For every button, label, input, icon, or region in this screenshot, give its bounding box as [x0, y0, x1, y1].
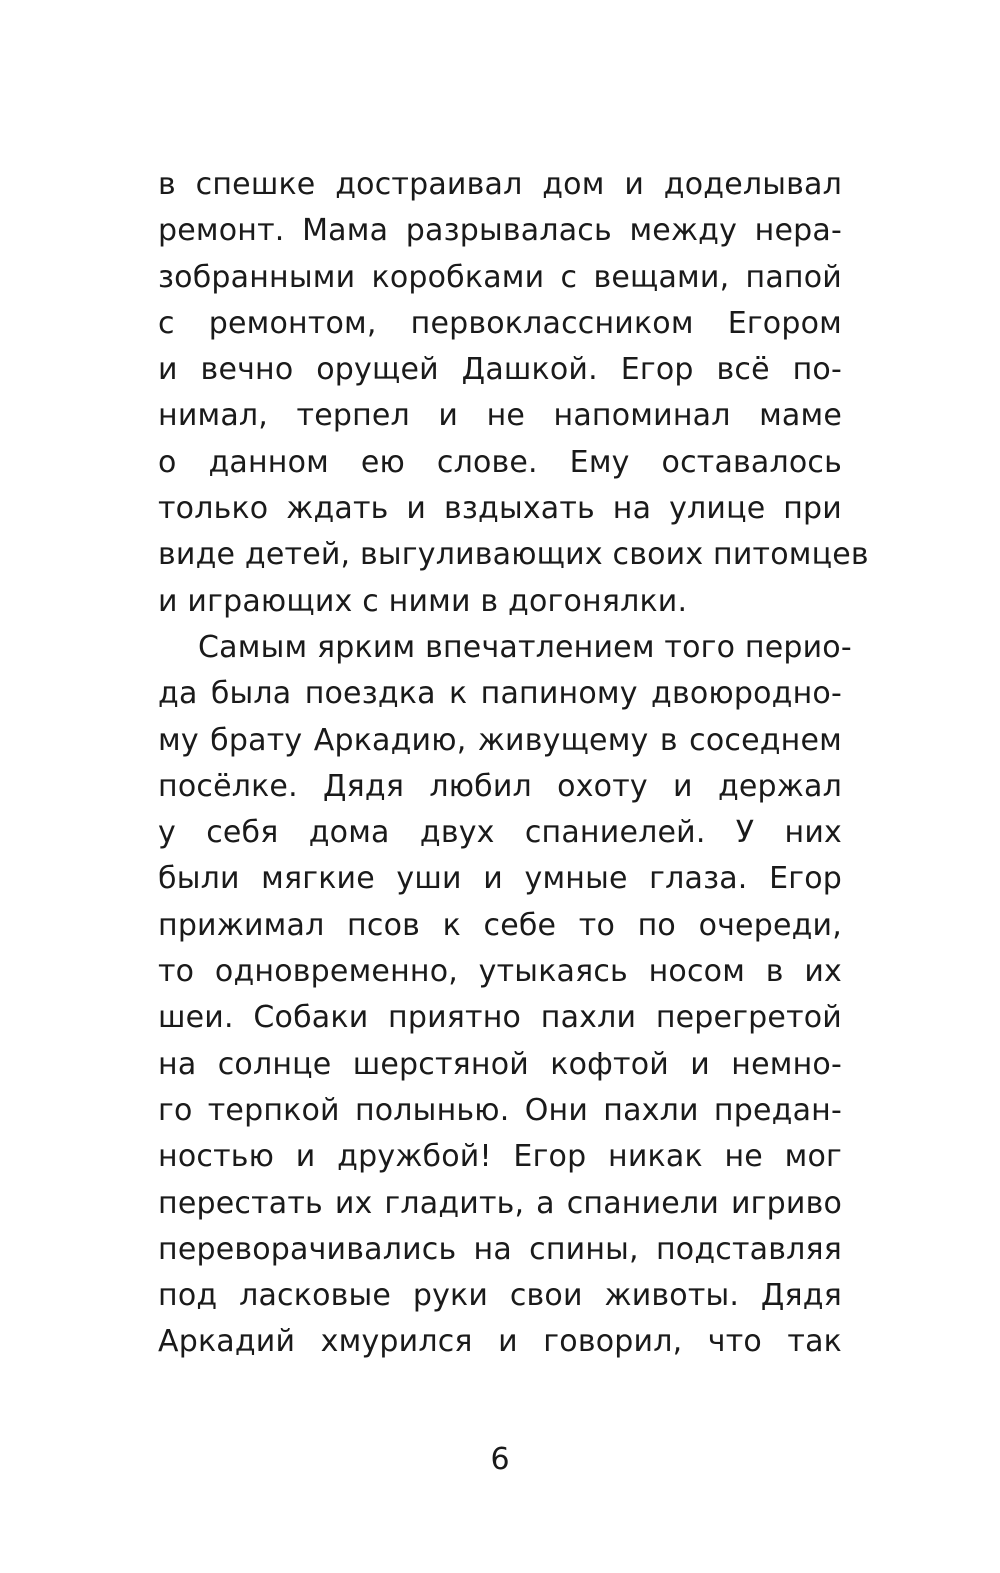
text-line: ностью и дружбой! Егор никак не мог [158, 1139, 842, 1175]
text-line: и играющих с ними в догонялки. [158, 583, 688, 619]
text-line: да была поездка к папиному двоюродно- [158, 676, 842, 712]
text-line: прижимал псов к себе то по очереди, [158, 907, 842, 943]
text-line: с ремонтом, первоклассником Егором [158, 305, 842, 341]
text-line: под ласковые руки свои животы. Дядя [158, 1278, 842, 1314]
text-line: были мягкие уши и умные глаза. Егор [158, 861, 842, 897]
text-line: шеи. Собаки приятно пахли перегретой [158, 1000, 842, 1036]
text-line: перестать их гладить, а спаниели игриво [158, 1185, 842, 1221]
text-line: ремонт. Мама разрывалась между нера- [158, 213, 842, 249]
text-line: переворачивались на спины, подставляя [158, 1231, 842, 1267]
text-line: му брату Аркадию, живущему в соседнем [158, 722, 842, 758]
text-line: виде детей, выгуливающих своих питомцев [158, 537, 869, 573]
text-line: только ждать и вздыхать на улице при [158, 491, 842, 527]
text-line: то одновременно, утыкаясь носом в их [158, 954, 842, 990]
text-line: посёлке. Дядя любил охоту и держал [158, 768, 842, 804]
text-line: на солнце шерстяной кофтой и немно- [158, 1046, 842, 1082]
text-line: о данном ею слове. Ему оставалось [158, 444, 842, 480]
page-number: 6 [490, 1442, 510, 1477]
text-line: и вечно орущей Дашкой. Егор всё по- [158, 352, 842, 388]
text-line: Самым ярким впечатлением того перио- [198, 629, 852, 665]
text-line: нимал, терпел и не напоминал маме [158, 398, 842, 434]
body-text [158, 162, 869, 1366]
text-line: Аркадий хмурился и говорил, что так [158, 1324, 842, 1360]
text-line: в спешке достраивал дом и доделывал [158, 167, 842, 202]
text-line: у себя дома двух спаниелей. У них [158, 815, 842, 851]
text-line: зобранными коробками с вещами, папой [158, 259, 842, 295]
text-line: го терпкой полынью. Они пахли предан- [158, 1092, 842, 1128]
